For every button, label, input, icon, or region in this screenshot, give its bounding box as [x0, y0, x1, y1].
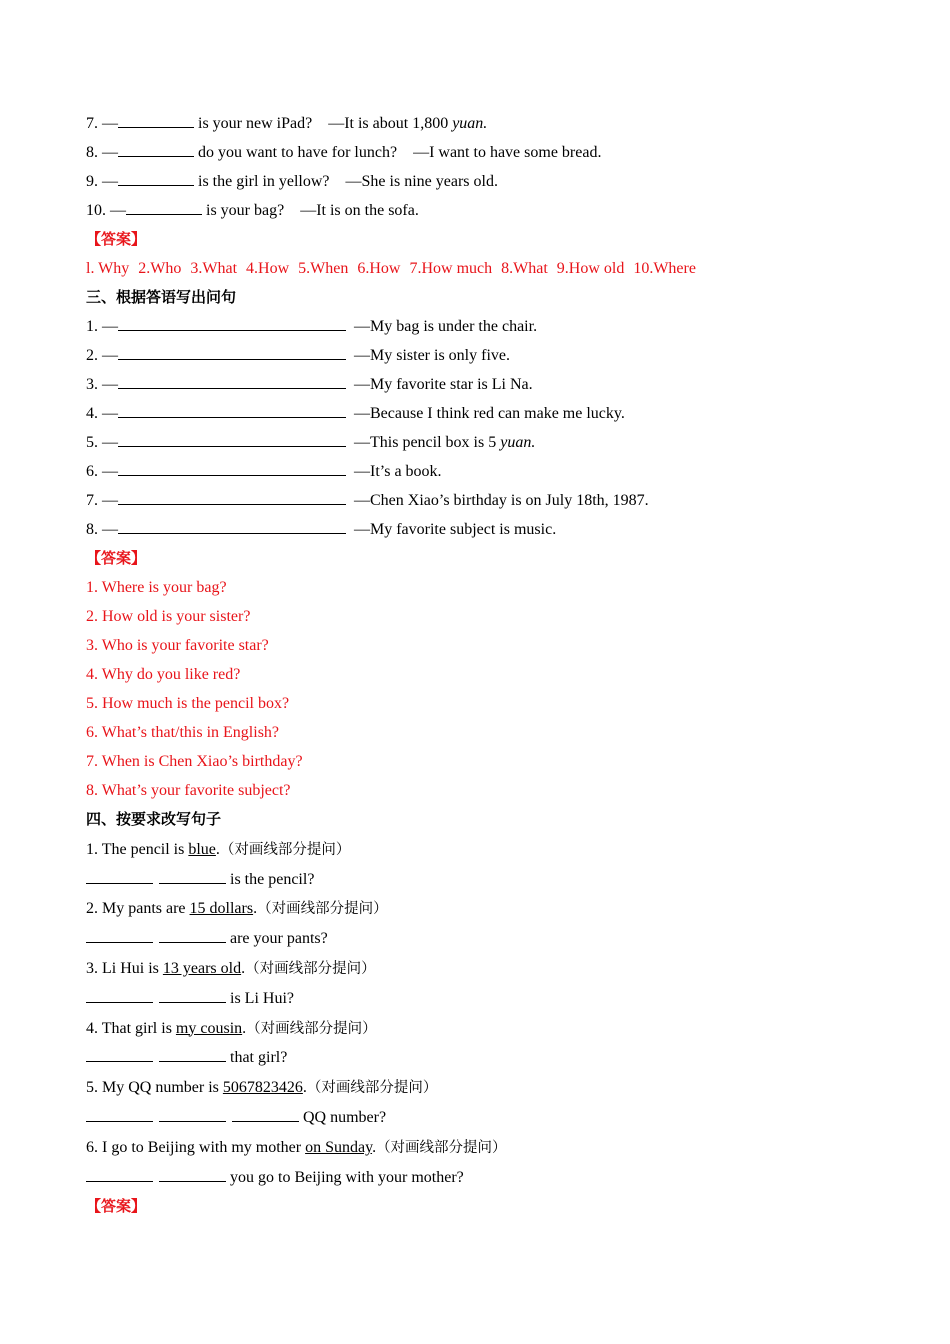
rewrite-answer-line	[86, 1103, 886, 1133]
rewrite-answer-line	[86, 1163, 886, 1193]
answer-blank[interactable]	[159, 1167, 226, 1182]
answer-blank[interactable]	[118, 461, 346, 476]
question-number: 7. —	[86, 492, 118, 509]
answer-blank[interactable]	[159, 988, 226, 1003]
answer-blank[interactable]	[118, 345, 346, 360]
rewrite-answer-line	[86, 1043, 886, 1073]
underlined-part: my cousin	[175, 1019, 243, 1037]
sentence-start: 6. I go to Beijing with my mother	[86, 1138, 306, 1156]
sentence-end: .	[302, 1079, 307, 1097]
rewrite-answer-line	[86, 984, 886, 1014]
question-number: 3. —	[86, 376, 118, 393]
answer-item: 3.What	[190, 260, 238, 277]
sentence-end: .	[241, 959, 246, 977]
answer-row	[86, 747, 886, 776]
reply-text: —This pencil box is 5	[354, 434, 501, 451]
rewrite-sentence	[86, 894, 886, 924]
answer-blank[interactable]	[159, 869, 226, 884]
underlined-part: 13 years old	[162, 959, 242, 977]
answer-item: 5.When	[298, 260, 349, 277]
answer-text: 1. Where is your bag?	[86, 579, 227, 596]
answer-blank[interactable]	[232, 1107, 299, 1122]
answer-label: 【答案】	[86, 1197, 147, 1216]
question-text: is your new iPad?	[194, 115, 313, 132]
question-row	[86, 428, 886, 457]
reply-italic: yuan.	[452, 115, 488, 132]
answer-blank[interactable]	[118, 171, 194, 186]
answer-item: 8.What	[501, 260, 548, 277]
answer-item: l. Why	[86, 260, 130, 277]
reply-text: —It’s a book.	[354, 463, 442, 480]
answer-blank[interactable]	[86, 988, 153, 1003]
answer-tag-3	[86, 1192, 886, 1222]
answer-blank[interactable]	[118, 403, 346, 418]
reply-italic: yuan.	[500, 434, 536, 451]
answer-text: 4. Why do you like red?	[86, 666, 241, 683]
question-text: is your bag?	[202, 202, 285, 219]
underlined-part: 15 dollars	[189, 900, 254, 918]
reply-text: —My favorite star is Li Na.	[354, 376, 533, 393]
section-3-title: 三、根据答语写出问句	[86, 288, 237, 306]
question-number: 7. —	[86, 115, 118, 132]
answer-line-tail: QQ number?	[299, 1108, 387, 1126]
answer-blank[interactable]	[86, 1167, 153, 1182]
instruction-note: （对画线部分提问）	[219, 841, 351, 858]
reply-text: —I want to have some bread.	[413, 144, 602, 161]
rewrite-sentence	[86, 835, 886, 865]
answer-blank[interactable]	[86, 928, 153, 943]
answer-text: 2. How old is your sister?	[86, 608, 251, 625]
question-number: 5. —	[86, 434, 118, 451]
reply-text: —My favorite subject is music.	[354, 521, 557, 538]
answer-blank[interactable]	[118, 519, 346, 534]
question-text: is the girl in yellow?	[194, 173, 330, 190]
answer-label: 【答案】	[86, 230, 147, 248]
section-4	[86, 805, 886, 1222]
sentence-start: 5. My QQ number is	[86, 1079, 223, 1097]
question-row	[86, 167, 886, 196]
question-number: 1. —	[86, 318, 118, 335]
question-number: 4. —	[86, 405, 118, 422]
answer-row	[86, 573, 886, 602]
sentence-end: .	[372, 1138, 377, 1156]
answer-line-tail: is Li Hui?	[226, 989, 294, 1007]
section-4-items	[86, 835, 886, 1193]
question-row	[86, 312, 886, 341]
instruction-note: （对画线部分提问）	[376, 1139, 507, 1156]
answer-blank[interactable]	[118, 316, 346, 331]
sentence-start: 1. The pencil is	[86, 840, 189, 858]
reply-text: —Chen Xiao’s birthday is on July 18th, 1987.	[354, 492, 649, 509]
instruction-note: （对画线部分提问）	[306, 1080, 438, 1097]
sentence-start: 2. My pants are	[86, 900, 190, 918]
rewrite-sentence	[86, 1073, 886, 1103]
answer-blank[interactable]	[86, 1107, 153, 1122]
answer-row	[86, 718, 886, 747]
question-row	[86, 138, 886, 167]
rewrite-answer-line	[86, 865, 886, 895]
answer-item: 6.How	[357, 260, 401, 277]
question-number: 8. —	[86, 521, 118, 538]
sentence-end: .	[215, 840, 220, 858]
instruction-note: （对画线部分提问）	[257, 901, 388, 918]
section-2-questions	[86, 109, 886, 225]
rewrite-sentence	[86, 1133, 886, 1163]
underlined-part: on Sunday	[305, 1138, 373, 1156]
reply-text: —It is on the sofa.	[300, 202, 419, 219]
answer-line-tail: is the pencil?	[226, 870, 315, 888]
rewrite-answer-line	[86, 924, 886, 954]
answer-blank[interactable]	[159, 928, 226, 943]
rewrite-sentence	[86, 954, 886, 984]
question-row	[86, 109, 886, 138]
reply-text: —It is about 1,800	[328, 115, 453, 132]
question-row	[86, 486, 886, 515]
question-row	[86, 399, 886, 428]
answer-item: 9.How old	[556, 260, 625, 277]
question-number: 2. —	[86, 347, 118, 364]
answer-row	[86, 689, 886, 718]
document-content	[86, 109, 886, 1222]
underlined-part: 5067823426	[222, 1079, 303, 1097]
section-3-answers	[86, 573, 886, 805]
answer-blank[interactable]	[118, 142, 194, 157]
sentence-start: 4. That girl is	[86, 1019, 176, 1037]
answer-text: 8. What’s your favorite subject?	[86, 782, 291, 799]
answer-text: 3. Who is your favorite star?	[86, 637, 269, 654]
sentence-start: 3. Li Hui is	[86, 959, 163, 977]
answer-item: 4.How	[246, 260, 290, 277]
reply-text: —My bag is under the chair.	[354, 318, 538, 335]
answer-blank[interactable]	[118, 432, 346, 447]
instruction-note: （对画线部分提问）	[245, 960, 376, 977]
sentence-end: .	[253, 900, 258, 918]
answer-label: 【答案】	[86, 549, 147, 567]
question-row	[86, 515, 886, 544]
question-text: do you want to have for lunch?	[194, 144, 398, 161]
answer-row	[86, 660, 886, 689]
question-number: 9. —	[86, 173, 118, 190]
question-number: 10. —	[86, 202, 126, 219]
section-3-questions	[86, 312, 886, 544]
answer-line-tail: you go to Beijing with your mother?	[226, 1168, 464, 1186]
reply-text: —My sister is only five.	[354, 347, 510, 364]
answer-blank[interactable]	[118, 490, 346, 505]
answer-item: 7.How much	[409, 260, 493, 277]
answer-blank[interactable]	[118, 113, 194, 128]
answer-text: 7. When is Chen Xiao’s birthday?	[86, 753, 303, 770]
reply-text: —Because I think red can make me lucky.	[354, 405, 625, 422]
answer-blank[interactable]	[86, 869, 153, 884]
answer-blank[interactable]	[126, 200, 202, 215]
question-number: 6. —	[86, 463, 118, 480]
question-row	[86, 341, 886, 370]
answer-blank[interactable]	[159, 1047, 226, 1062]
question-row	[86, 457, 886, 486]
answer-item: 2.Who	[138, 260, 182, 277]
rewrite-sentence	[86, 1014, 886, 1044]
answer-line-tail: that girl?	[226, 1049, 288, 1067]
answer-tag-1	[86, 225, 886, 254]
question-number: 8. —	[86, 144, 118, 161]
answer-line-tail: are your pants?	[226, 930, 328, 948]
answer-blank[interactable]	[86, 1047, 153, 1062]
answer-row	[86, 776, 886, 805]
reply-text: —She is nine years old.	[345, 173, 498, 190]
answer-tag-2	[86, 544, 886, 573]
section-2-answers	[86, 254, 886, 283]
sentence-end: .	[242, 1019, 247, 1037]
answer-text: 6. What’s that/this in English?	[86, 724, 280, 741]
underlined-part: blue	[188, 840, 216, 858]
answer-item: 10.Where	[633, 260, 696, 277]
answer-blank[interactable]	[159, 1107, 226, 1122]
answer-row	[86, 631, 886, 660]
question-row	[86, 370, 886, 399]
instruction-note: （对画线部分提问）	[246, 1020, 377, 1037]
answer-blank[interactable]	[118, 374, 346, 389]
section-4-title: 四、按要求改写句子	[86, 810, 222, 828]
question-row	[86, 196, 886, 225]
answer-text: 5. How much is the pencil box?	[86, 695, 290, 712]
answer-row	[86, 602, 886, 631]
